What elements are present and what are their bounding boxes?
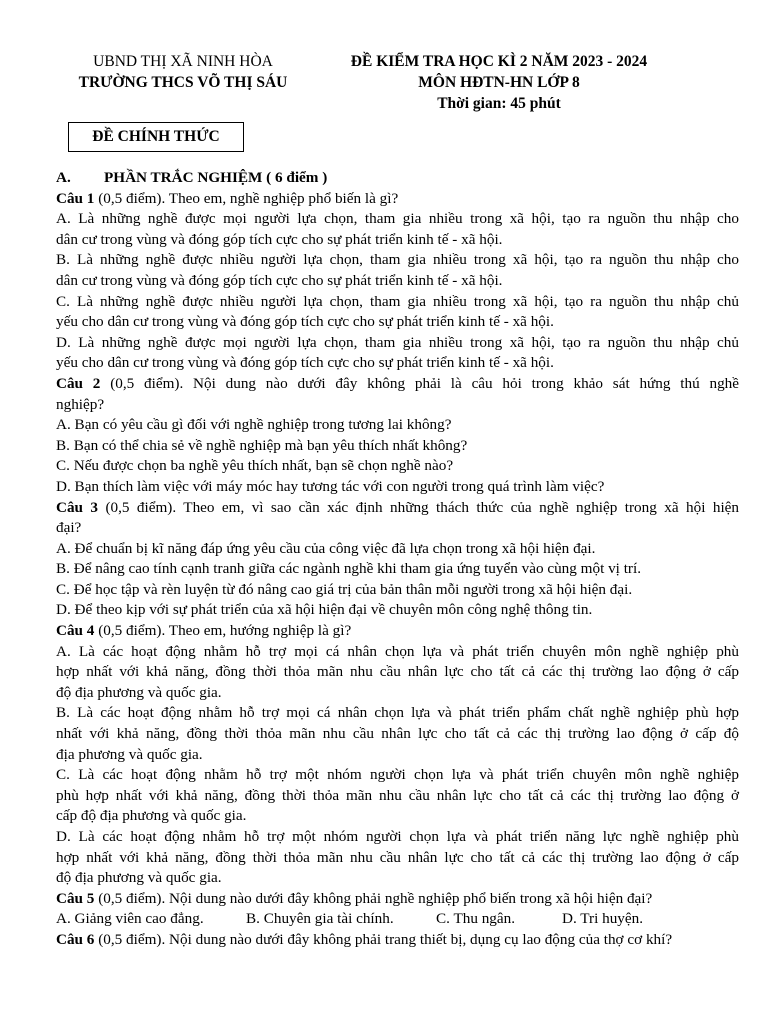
question-stem: (0,5 điểm). Theo em, vì sao cần xác định những thách thức của nghề nghiệp trong xã hội hiện	[98, 498, 739, 516]
option-c: C. Nếu được chọn ba nghề yêu thích nhất, bạn sẽ chọn nghề nào?	[56, 457, 454, 475]
option-a: A. Bạn có yêu cầu gì đối với nghề nghiệp trong tương lai không?	[56, 416, 452, 434]
option-a: A. Là những nghề được mọi người lựa chọn, tham gia nhiều trong xã hội, tạo ra nguồn thu nhập cho dân cư trong vùng và đóng góp tích cực cho sự phát triển kinh tế - xã hội.	[56, 210, 739, 248]
question-6	[56, 930, 739, 951]
option-d: D. Bạn thích làm việc với máy móc hay tương tác với con người trong quá trình làm việc?	[56, 477, 605, 495]
option-b: B. Là những nghề được nhiều người lựa chọn, tham gia nhiều trong xã hội, tạo ra nguồn thu nhập cho dân cư trong vùng và đóng góp tích cực cho sự phát triển kinh tế - xã hội.	[56, 251, 739, 289]
official-exam-label: ĐỀ CHÍNH THỨC	[68, 122, 244, 152]
question-1	[56, 189, 739, 374]
question-4	[56, 621, 739, 889]
exam-content	[56, 168, 739, 951]
question-number: Câu 5	[56, 889, 95, 907]
question-stem: (0,5 điểm). Nội dung nào dưới đây không phải trang thiết bị, dụng cụ lao động của thợ cơ khí?	[94, 930, 673, 948]
question-number: Câu 6	[56, 930, 95, 948]
option-c: C. Thu ngân.	[436, 910, 516, 928]
exam-title: ĐỀ KIỂM TRA HỌC KÌ 2 NĂM 2023 - 2024	[350, 53, 648, 70]
option-b: B. Chuyên gia tài chính.	[246, 910, 394, 928]
district-committee-name: UBND THỊ XÃ NINH HÒA	[93, 53, 273, 70]
exam-subject: MÔN HĐTN-HN LỚP 8	[418, 74, 580, 91]
option-c: C. Là những nghề được nhiều người lựa chọn, tham gia nhiều trong xã hội, tạo ra nguồn thu nhập chủ yếu cho dân cư trong vùng và đóng góp tích cực cho sự phát triển kinh tế - xã hội.	[56, 292, 739, 331]
question-stem: (0,5 điểm). Theo em, nghề nghiệp phổ biến là gì?	[94, 189, 399, 207]
school-name: TRƯỜNG THCS VÕ THỊ SÁU	[78, 74, 288, 91]
question-stem: (0,5 điểm). Nội dung nào dưới đây không phải nghề nghiệp phổ biến trong xã hội hiện đại?	[94, 889, 653, 907]
exam-duration: Thời gian: 45 phút	[437, 95, 561, 112]
question-number: Câu 3	[56, 498, 99, 516]
option-b: B. Để nâng cao tính cạnh tranh giữa các ngành nghề khi tham gia ứng tuyển vào cùng một vị trí.	[56, 560, 641, 578]
option-d: D. Là những nghề được mọi người lựa chọn, tham gia nhiều trong xã hội, tạo ra nguồn thu nhập chủ yếu cho dân cư trong vùng và đóng góp tích cực cho sự phát triển kinh tế - xã hội.	[56, 333, 739, 372]
option-a: A. Để chuẩn bị kĩ năng đáp ứng yêu cầu của công việc đã lựa chọn trong xã hội hiện đại.	[56, 539, 596, 557]
option-c: C. Để học tập và rèn luyện từ đó nâng cao giá trị của bản thân mỗi người trong xã hội hiện đại.	[56, 580, 633, 598]
option-a: A. Giảng viên cao đẳng.	[56, 910, 204, 928]
option-a: A. Là các hoạt động nhằm hỗ trợ mọi cá nhân chọn lựa và phát triển chuyên môn nghề nghiệp phù hợp nhất với khả năng, đồng thời thỏa mãn nhu cầu nhân lực cho tất cả các thị trường lao động ở cấp độ địa phương và quốc gia.	[56, 642, 739, 701]
option-d: D. Để theo kịp với sự phát triển của xã hội hiện đại về chuyên môn công nghệ thông tin.	[56, 601, 593, 619]
inline-options	[56, 909, 739, 930]
question-number: Câu 1	[56, 189, 95, 207]
question-stem-cont: nghiệp?	[56, 395, 105, 413]
section-letter: A.	[56, 169, 71, 186]
question-number: Câu 2	[56, 374, 101, 392]
issuer-header	[24, 51, 342, 93]
section-title: PHẦN TRẮC NGHIỆM ( 6 điểm )	[104, 169, 328, 186]
question-stem-cont: đại?	[56, 519, 82, 537]
option-d: D. Là các hoạt động nhằm hỗ trợ một nhóm người chọn lựa và phát triển năng lực nghề nghiệp phù hợp nhất với khả năng, đồng thời thỏa mãn nhu cầu nhân lực cho tất cả các thị trường lao động ở cấp độ địa phương và quốc gia.	[56, 828, 739, 887]
option-b: B. Bạn có thể chia sẻ về nghề nghiệp mà bạn yêu thích nhất không?	[56, 436, 468, 454]
question-3	[56, 498, 739, 622]
exam-header	[318, 51, 680, 114]
question-number: Câu 4	[56, 622, 95, 640]
question-5	[56, 889, 739, 930]
question-stem: (0,5 điểm). Nội dung nào dưới đây không phải là câu hỏi trong khảo sát hứng thú nghề	[100, 374, 739, 392]
option-c: C. Là các hoạt động nhằm hỗ trợ một nhóm người chọn lựa và phát triển chuyên môn nghề nghiệp phù hợp nhất với khả năng, đồng thời thỏa mãn nhu cầu nhân lực cho tất cả các thị trường lao động ở cấp độ địa phương và quốc gia.	[56, 766, 739, 825]
option-b: B. Là các hoạt động nhằm hỗ trợ mọi cá nhân chọn lựa và phát triển phẩm chất nghề nghiệp phù hợp nhất với khả năng, đồng thời thỏa mãn nhu cầu nhân lực cho tất cả các thị trường lao động ở cấp độ địa phương và quốc gia.	[56, 704, 739, 763]
section-heading	[56, 168, 739, 189]
question-2	[56, 374, 739, 498]
option-d: D. Tri huyện.	[562, 910, 644, 928]
question-stem: (0,5 điểm). Theo em, hướng nghiệp là gì?	[94, 622, 352, 640]
